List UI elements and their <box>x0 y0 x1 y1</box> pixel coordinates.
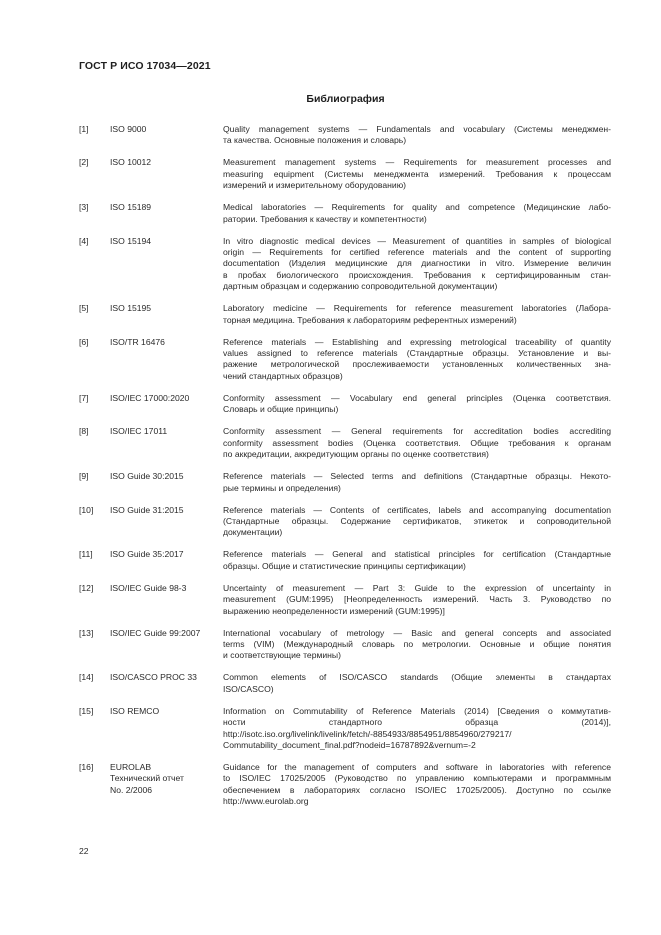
bibliography-list <box>79 124 611 818</box>
entry-description-line: International vocabulary of metrology — Basic and general concepts and associated <box>223 627 611 638</box>
bibliography-entry <box>79 124 611 147</box>
entry-code <box>110 337 223 348</box>
entry-code-line: ISO/TR 16476 <box>110 336 165 347</box>
entry-description-line: документации) <box>223 527 283 538</box>
bibliography-entry <box>79 706 611 752</box>
entry-number: [16] <box>79 761 94 772</box>
entry-description-line: Measurement management systems — Requirements for measurement processes and <box>223 157 611 168</box>
entry-code-line: Технический отчет <box>110 773 184 784</box>
entry-description-line: Common elements of ISO/CASCO standards (Общие элементы в стандартах <box>223 672 611 683</box>
entry-code <box>110 236 223 247</box>
entry-description-line: Medical laboratories — Requirements for quality and competence (Медицинские лабо- <box>223 202 611 213</box>
bibliography-entry <box>79 583 611 617</box>
entry-code-line: ISO Guide 31:2015 <box>110 504 184 515</box>
entry-code <box>110 303 223 314</box>
entry-description-line: обеспечением в лабораториях согласно ISO/IEC 17025/2005). Доступно по ссылке <box>223 784 611 795</box>
entry-code <box>110 393 223 404</box>
bibliography-entry <box>79 393 611 416</box>
entry-description-line: Conformity assessment — Vocabulary end general principles (Оценка соответствия. <box>223 392 611 403</box>
entry-description <box>223 583 611 617</box>
entry-description <box>223 628 611 662</box>
bibliography-entry <box>79 628 611 662</box>
entry-description-line: Reference materials — Contents of certificates, labels and accompanying documentation <box>223 504 611 515</box>
entry-code-line: ISO 15189 <box>110 202 152 213</box>
entry-description-line: Reference materials — Selected terms and definitions (Стандартные образцы. Некото- <box>223 471 611 482</box>
entry-number: [11] <box>79 549 93 560</box>
entry-number: [6] <box>79 336 89 347</box>
entry-description-line: торная медицина. Требования к лабораториям референтных измерений) <box>223 314 517 325</box>
bibliography-entry <box>79 471 611 494</box>
entry-code-line: EUROLAB <box>110 761 152 772</box>
entry-description-line: Conformity assessment — General requirements for accreditation bodies accrediting <box>223 426 611 437</box>
entry-description <box>223 706 611 752</box>
entry-description <box>223 393 611 416</box>
standard-header: ГОСТ Р ИСО 17034—2021 <box>79 60 211 72</box>
entry-description-line: http://isotc.iso.org/livelink/livelink/fetch/-8854933/8854951/8854960/279217/ <box>223 728 512 739</box>
entry-description-line: measurement (GUM:1995) [Неопределенность измерений. Часть 3. Руководство по <box>223 594 611 605</box>
entry-description-line: Reference materials — Establishing and expressing metrological traceability of quantity <box>223 336 611 347</box>
entry-number: [14] <box>79 672 94 683</box>
bibliography-entry <box>79 549 611 572</box>
entry-description-line: и соответствующие термины) <box>223 650 341 661</box>
entry-code <box>110 124 223 135</box>
entry-description-line: http://www.eurolab.org <box>223 796 309 807</box>
entry-description-line: values assigned to reference materials (Стандартные образцы. Установление и вы- <box>223 348 611 359</box>
entry-description-line: Commutability_document_final.pdf?nodeid=16787892&vernum=-2 <box>223 739 476 750</box>
entry-code-line: ISO/IEC 17000:2020 <box>110 392 190 403</box>
entry-number: [9] <box>79 471 89 482</box>
entry-description-line: Laboratory medicine — Requirements for reference measurement laboratories (Лабора- <box>223 303 611 314</box>
entry-description <box>223 124 611 147</box>
entry-code-line: ISO Guide 30:2015 <box>110 471 184 482</box>
entry-code <box>110 157 223 168</box>
bibliography-entry <box>79 236 611 293</box>
bibliography-entry <box>79 426 611 460</box>
entry-description-line: по аккредитации, аккредитующим органы по оценке соответствия) <box>223 449 489 460</box>
entry-description <box>223 202 611 225</box>
entry-code-line: ISO/IEC 17011 <box>110 426 168 437</box>
entry-code <box>110 426 223 437</box>
entry-description-line: Guidance for the management of computers and software in laboratories with reference <box>223 761 611 772</box>
bibliography-entry <box>79 762 611 808</box>
entry-description-line: terms (VIM) (Международный словарь по метрологии. Основные и общие понятия <box>223 638 611 649</box>
entry-description-line: Quality management systems — Fundamentals and vocabulary (Системы менеджмен- <box>223 124 611 134</box>
entry-description <box>223 303 611 326</box>
entry-description-line: ратории. Требования к качеству и компетентности) <box>223 213 427 224</box>
entry-number: [5] <box>79 303 89 314</box>
entry-number: [10] <box>79 504 94 515</box>
entry-number: [7] <box>79 392 89 403</box>
entry-number: [13] <box>79 627 94 638</box>
entry-description <box>223 549 611 572</box>
entry-description-line: чений стандартных образцов) <box>223 370 343 381</box>
entry-code-line: ISO 15194 <box>110 235 152 246</box>
entry-number: [1] <box>79 124 89 134</box>
bibliography-heading: Библиография <box>306 93 385 105</box>
entry-description-line: ражение метрологической прослеживаемости установленных количественных зна- <box>223 359 611 370</box>
entry-code-line: ISO 10012 <box>110 157 152 168</box>
entry-code <box>110 505 223 516</box>
bibliography-entry <box>79 202 611 225</box>
entry-code-line: ISO/IEC Guide 98-3 <box>110 582 187 593</box>
entry-description-line: (Стандартные образцы. Содержание сертификатов, этикеток и сопроводительной <box>223 515 611 526</box>
entry-number: [8] <box>79 426 89 437</box>
entry-description-line: ности стандартного образца (2014)], <box>223 717 611 728</box>
entry-number: [12] <box>79 582 94 593</box>
entry-description <box>223 471 611 494</box>
entry-description-line: дартным образцам и содержанию сопроводительной документации) <box>223 281 498 292</box>
entry-description-line: documentation (Изделия медицинские для диагностики in vitro. Измерение величин <box>223 258 611 269</box>
entry-code-line: ISO 9000 <box>110 124 147 134</box>
entry-description <box>223 337 611 383</box>
entry-description-line: измерений и измерительному оборудованию) <box>223 180 407 191</box>
entry-description-line: conformity assessment bodies (Оценка соответствия. Общие требования к органам <box>223 437 611 448</box>
bibliography-entry <box>79 303 611 326</box>
entry-description <box>223 157 611 191</box>
entry-code <box>110 202 223 213</box>
bibliography-entry <box>79 672 611 695</box>
bibliography-entry <box>79 337 611 383</box>
page-number: 22 <box>79 846 89 856</box>
entry-description <box>223 762 611 808</box>
entry-code <box>110 583 223 594</box>
entry-code <box>110 762 223 796</box>
entry-description-line: Reference materials — General and statistical principles for certification (Стандартные <box>223 549 611 560</box>
entry-description-line: образцы. Общие и статистические принципы сертификации) <box>223 560 466 571</box>
entry-description-line: In vitro diagnostic medical devices — Measurement of quantities in samples of biological <box>223 235 611 246</box>
entry-code-line: No. 2/2006 <box>110 784 153 795</box>
entry-description-line: Information on Commutability of Reference Materials (2014) [Сведения о коммутатив- <box>223 705 611 716</box>
entry-description-line: в пробах биологического происхождения. Требования к сертифицированным стан- <box>223 269 611 280</box>
entry-description-line: measuring equipment (Системы менеджмента измерений. Требования к процессам <box>223 168 611 179</box>
entry-code <box>110 549 223 560</box>
bibliography-entry <box>79 157 611 191</box>
entry-description-line: ISO/CASCO) <box>223 683 274 694</box>
entry-description-line: origin — Requirements for certified reference materials and the content of supporting <box>223 247 611 258</box>
entry-code <box>110 706 223 717</box>
entry-description-line: рые термины и определения) <box>223 482 341 493</box>
entry-description <box>223 672 611 695</box>
entry-description-line: to ISO/IEC 17025/2005 (Руководство по управлению компьютерами и программным <box>223 773 611 784</box>
entry-description <box>223 236 611 293</box>
entry-code <box>110 672 223 683</box>
entry-number: [3] <box>79 202 89 213</box>
entry-number: [4] <box>79 235 89 246</box>
entry-code <box>110 471 223 482</box>
entry-number: [15] <box>79 705 94 716</box>
entry-description-line: та качества. Основные положения и словарь) <box>223 135 407 146</box>
entry-code-line: ISO REMCO <box>110 705 160 716</box>
entry-description-line: Словарь и общие принципы) <box>223 404 339 415</box>
entry-description <box>223 505 611 539</box>
entry-number: [2] <box>79 157 89 168</box>
entry-description <box>223 426 611 460</box>
entry-code-line: ISO 15195 <box>110 303 152 314</box>
entry-description-line: Uncertainty of measurement — Part 3: Guide to the expression of uncertainty in <box>223 582 611 593</box>
entry-code-line: ISO Guide 35:2017 <box>110 549 184 560</box>
bibliography-entry <box>79 505 611 539</box>
section-title <box>0 93 661 105</box>
entry-code <box>110 628 223 639</box>
entry-code-line: ISO/CASCO PROC 33 <box>110 672 197 683</box>
entry-code-line: ISO/IEC Guide 99:2007 <box>110 627 201 638</box>
entry-description-line: выражению неопределенности измерений (GUM:1995)] <box>223 605 445 616</box>
